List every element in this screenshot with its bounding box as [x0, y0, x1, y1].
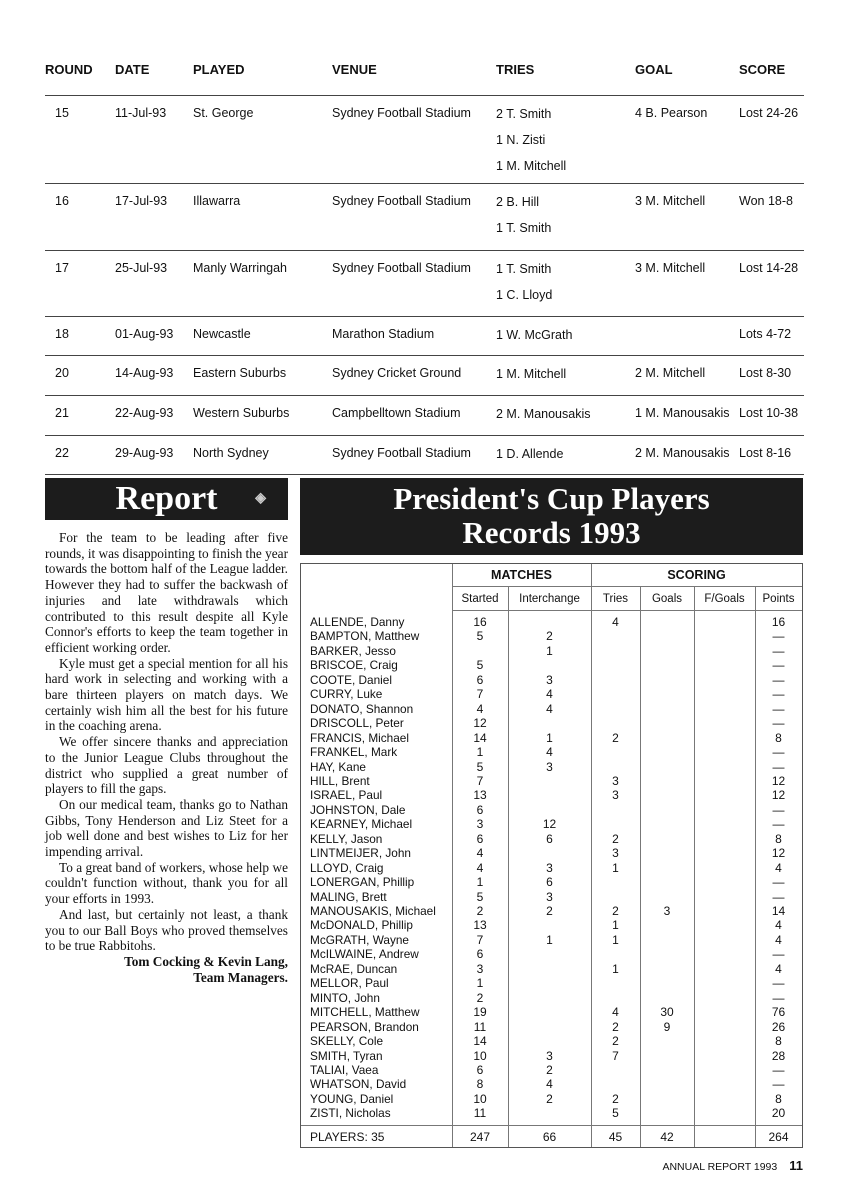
fixture-round: 20 — [55, 366, 69, 380]
player-points: — — [772, 889, 785, 904]
fixture-goal: 3 M. Mitchell — [635, 261, 706, 275]
player-inter: 3 — [546, 759, 553, 774]
col-points: Points — [762, 593, 795, 605]
player-row — [301, 875, 802, 889]
player-points: — — [772, 629, 785, 644]
fixture-venue: Marathon Stadium — [332, 327, 435, 341]
player-row — [301, 1106, 802, 1120]
player-row — [301, 1034, 802, 1048]
fixture-try-scorer: 2 T. Smith — [496, 107, 552, 121]
player-inter: 12 — [542, 817, 557, 832]
fixture-try-scorer: 1 T. Smith — [496, 221, 552, 235]
player-row — [301, 846, 802, 860]
player-row — [301, 904, 802, 918]
player-name: CURRY, Luke — [310, 687, 383, 702]
player-started: 5 — [476, 629, 484, 644]
player-points: — — [772, 658, 785, 673]
player-points: — — [772, 745, 785, 760]
fixture-row — [45, 436, 804, 475]
player-started: 10 — [473, 1091, 487, 1106]
players-records-table — [300, 563, 803, 1148]
player-started: 3 — [476, 817, 484, 832]
player-points: — — [772, 976, 785, 991]
player-row — [301, 962, 802, 976]
player-started: 7 — [476, 687, 484, 702]
fixture-try-scorer: 1 C. Lloyd — [496, 288, 553, 302]
player-tries: 3 — [612, 788, 619, 803]
fixture-goal: 2 M. Mitchell — [635, 366, 706, 380]
player-name: McRAE, Duncan — [310, 961, 398, 976]
fixture-venue: Sydney Football Stadium — [332, 261, 471, 275]
player-name: DRISCOLL, Peter — [310, 716, 404, 731]
player-tries: 3 — [612, 846, 619, 861]
player-row — [301, 731, 802, 745]
player-row — [301, 702, 802, 716]
player-name: PEARSON, Brandon — [310, 1019, 419, 1034]
player-row — [301, 687, 802, 701]
player-inter: 3 — [546, 1048, 553, 1063]
player-points: — — [772, 687, 785, 702]
player-name: MINTO, John — [310, 990, 380, 1005]
fixture-date: 01-Aug-93 — [115, 327, 174, 341]
fixture-row — [45, 317, 804, 356]
player-name: BAMPTON, Matthew — [310, 629, 420, 644]
fixture-score: Lost 14-28 — [739, 261, 799, 275]
player-row — [301, 918, 802, 932]
fixture-try-scorer: 1 W. McGrath — [496, 328, 573, 342]
player-started: 10 — [473, 1048, 487, 1063]
player-started: 13 — [473, 788, 487, 803]
player-tries: 1 — [612, 918, 619, 933]
player-tries: 2 — [612, 1034, 619, 1049]
player-points: — — [772, 716, 785, 731]
report-paragraph: We offer sincere thanks and appreciation to the Junior League Clubs throughout the district who supplied a great number of players to fill the gaps. — [45, 734, 288, 797]
player-tries: 3 — [612, 773, 619, 788]
player-row — [301, 788, 802, 802]
fixture-round: 18 — [55, 327, 69, 341]
player-points: 20 — [771, 1106, 786, 1121]
fixture-date: 14-Aug-93 — [115, 366, 174, 380]
player-started: 6 — [476, 672, 484, 687]
fixtures-header-row — [45, 55, 804, 96]
player-inter: 6 — [546, 875, 553, 890]
player-points: 4 — [775, 918, 782, 933]
player-points: 4 — [775, 961, 782, 976]
player-name: HILL, Brent — [310, 773, 370, 788]
player-inter: 1 — [546, 643, 553, 658]
player-points: 8 — [775, 831, 782, 846]
player-name: BARKER, Jesso — [310, 643, 396, 658]
player-name: MANOUSAKIS, Michael — [310, 904, 436, 918]
col-goals: Goals — [651, 593, 683, 605]
player-points: 12 — [771, 846, 786, 861]
player-name: DONATO, Shannon — [310, 701, 414, 716]
report-body — [45, 530, 288, 985]
fixture-try-scorer: 2 B. Hill — [496, 195, 540, 209]
player-row — [301, 933, 802, 947]
player-started: 4 — [476, 860, 484, 875]
fixture-date: 11-Jul-93 — [115, 106, 167, 120]
player-inter: 3 — [546, 889, 553, 904]
player-row — [301, 760, 802, 774]
fixture-try-scorer: 1 D. Allende — [496, 447, 564, 461]
player-row — [301, 1063, 802, 1077]
fixture-played: Manly Warringah — [193, 261, 288, 275]
player-row — [301, 644, 802, 658]
fixture-row — [45, 184, 804, 251]
player-name: ALLENDE, Danny — [310, 615, 405, 629]
player-tries: 2 — [612, 831, 619, 846]
player-inter: 2 — [546, 904, 553, 918]
player-started: 1 — [476, 875, 484, 890]
player-name: SMITH, Tyran — [310, 1048, 383, 1063]
player-row — [301, 716, 802, 730]
player-row — [301, 861, 802, 875]
player-inter: 2 — [546, 1091, 553, 1106]
fixture-played: Eastern Suburbs — [193, 366, 287, 380]
fixture-score: Lost 24-26 — [739, 106, 799, 120]
player-name: TALIAI, Vaea — [310, 1062, 379, 1077]
fixture-tries — [496, 106, 566, 184]
player-name: KELLY, Jason — [310, 831, 383, 846]
player-started: 13 — [473, 918, 487, 933]
fixture-date: 25-Jul-93 — [115, 261, 168, 275]
player-started: 3 — [476, 961, 484, 976]
col-interchange: Interchange — [519, 593, 580, 605]
col-started: Started — [461, 593, 499, 605]
player-tries: 7 — [612, 1048, 619, 1063]
player-inter: 1 — [546, 932, 553, 947]
player-started: 6 — [476, 947, 484, 962]
player-points: — — [772, 759, 785, 774]
player-row — [301, 947, 802, 961]
player-row — [301, 803, 802, 817]
fixture-round: 22 — [55, 446, 69, 460]
total-points: 264 — [768, 1130, 789, 1144]
report-title-banner — [45, 478, 288, 520]
header-round: ROUND — [45, 62, 93, 77]
bullet-icon: ◈ — [255, 491, 266, 506]
fixture-date: 29-Aug-93 — [115, 446, 174, 460]
player-name: LONERGAN, Phillip — [310, 875, 415, 890]
fixture-goal: 1 M. Manousakis — [635, 406, 730, 420]
fixture-score: Lost 10-38 — [739, 406, 799, 420]
player-points: 76 — [771, 1005, 786, 1020]
player-inter: 2 — [546, 629, 553, 644]
player-name: WHATSON, David — [310, 1077, 407, 1092]
player-points: 28 — [771, 1048, 786, 1063]
player-tries: 4 — [612, 615, 619, 629]
page-number: 11 — [789, 1158, 803, 1173]
fixture-played: Newcastle — [193, 327, 251, 341]
player-points: 4 — [775, 932, 782, 947]
player-inter: 3 — [546, 860, 553, 875]
player-name: HAY, Kane — [310, 759, 366, 774]
player-name: ZISTI, Nicholas — [310, 1106, 391, 1121]
report-paragraph: Kyle must get a special mention for all his hard work in selecting and working with a bare thirteen players on match days. We certainly wish him all the best for his future in the coaching arena. — [45, 655, 288, 734]
player-inter: 4 — [546, 687, 553, 702]
fixture-score: Lots 4-72 — [739, 327, 792, 341]
player-points: 16 — [771, 615, 786, 629]
fixture-tries — [496, 261, 552, 313]
player-points: — — [772, 802, 785, 817]
total-players: PLAYERS: 35 — [310, 1130, 385, 1144]
player-points: — — [772, 817, 785, 832]
player-name: JOHNSTON, Dale — [310, 802, 406, 817]
group-matches: MATCHES — [491, 568, 552, 582]
fixture-venue: Sydney Football Stadium — [332, 194, 471, 208]
players-title-line2: Records 1993 — [462, 515, 641, 550]
player-points: 4 — [775, 860, 782, 875]
col-fgoals: F/Goals — [704, 593, 745, 605]
player-inter: 3 — [546, 672, 553, 687]
header-score: SCORE — [739, 62, 786, 77]
fixture-goal: 3 M. Mitchell — [635, 194, 706, 208]
fixtures-body — [45, 96, 804, 475]
col-tries: Tries — [602, 593, 629, 605]
fixture-round: 16 — [55, 194, 69, 208]
player-points: — — [772, 947, 785, 962]
player-started: 5 — [476, 658, 484, 673]
fixtures-table — [45, 55, 804, 475]
fixture-venue: Sydney Cricket Ground — [332, 366, 462, 380]
fixture-score: Lost 8-16 — [739, 446, 792, 460]
player-started: 14 — [473, 1034, 487, 1049]
player-started: 16 — [473, 615, 487, 629]
player-row — [301, 745, 802, 759]
player-name: McGRATH, Wayne — [310, 932, 409, 947]
player-points: — — [772, 990, 785, 1005]
header-venue: VENUE — [332, 62, 377, 77]
player-row — [301, 629, 802, 643]
fixture-try-scorer: 1 M. Mitchell — [496, 159, 567, 173]
player-inter: 6 — [546, 831, 553, 846]
header-tries: TRIES — [496, 62, 535, 77]
fixture-goal: 2 M. Manousakis — [635, 446, 730, 460]
player-name: YOUNG, Daniel — [310, 1091, 394, 1106]
header-date: DATE — [115, 62, 150, 77]
player-name: COOTE, Daniel — [310, 672, 392, 687]
player-row — [301, 832, 802, 846]
player-tries: 2 — [612, 904, 619, 918]
fixture-row — [45, 96, 804, 184]
fixture-played: Illawarra — [193, 194, 241, 208]
player-started: 6 — [476, 831, 484, 846]
fixture-try-scorer: 1 M. Mitchell — [496, 367, 567, 381]
player-row — [301, 774, 802, 788]
report-signature-role: Team Managers. — [193, 969, 288, 985]
player-name: LLOYD, Craig — [310, 860, 384, 875]
player-name: SKELLY, Cole — [310, 1034, 384, 1049]
player-name: KEARNEY, Michael — [310, 817, 413, 832]
player-tries: 1 — [612, 932, 619, 947]
player-row — [301, 991, 802, 1005]
player-points: 8 — [775, 730, 782, 745]
player-name: BRISCOE, Craig — [310, 658, 398, 673]
fixture-score: Won 18-8 — [739, 194, 793, 208]
player-goals: 30 — [660, 1005, 674, 1020]
player-started: 5 — [476, 759, 484, 774]
report-signature-names: Tom Cocking & Kevin Lang, — [124, 953, 288, 969]
report-paragraph: For the team to be leading after five rounds, it was disappointing to finish the year towards the bottom half of the League ladder. However they had to suffer the backwash of injuries and late withdrawals which contributed to this result despite all Kyle Connor's efforts to keep the team together in efficient working order. — [45, 530, 289, 655]
total-tries: 45 — [608, 1130, 623, 1144]
fixture-tries — [496, 366, 566, 392]
fixture-played: St. George — [193, 106, 254, 120]
player-row — [301, 1020, 802, 1034]
player-inter: 4 — [546, 745, 553, 760]
fixture-try-scorer: 1 N. Zisti — [496, 133, 546, 147]
fixture-row — [45, 396, 804, 436]
fixture-date: 22-Aug-93 — [115, 406, 174, 420]
player-name: ISRAEL, Paul — [310, 788, 383, 803]
total-goals: 42 — [660, 1130, 674, 1144]
player-row — [301, 658, 802, 672]
fixture-score: Lost 8-30 — [739, 366, 792, 380]
report-paragraph: On our medical team, thanks go to Nathan Gibbs, Tony Henderson and Liz Steet for a job well done and best wishes to Liz for her impending arrival. — [45, 796, 288, 860]
player-row — [301, 976, 802, 990]
fixture-played: North Sydney — [193, 446, 269, 460]
player-points: 26 — [771, 1019, 786, 1034]
fixture-row — [45, 356, 804, 396]
player-points: — — [772, 643, 785, 658]
player-points: — — [772, 1077, 785, 1092]
player-started: 1 — [476, 745, 484, 760]
report-paragraph: And last, but certainly not least, a thank you to our Ball Boys who proved themselves to be true Rabbitohs. — [45, 906, 288, 954]
fixture-tries — [496, 194, 551, 246]
fixture-round: 15 — [55, 106, 69, 120]
player-row — [301, 890, 802, 904]
player-name: LINTMEIJER, John — [310, 846, 411, 861]
player-name: McDONALD, Phillip — [310, 918, 413, 933]
header-played: PLAYED — [193, 62, 245, 77]
player-points: — — [772, 672, 785, 687]
player-tries: 2 — [612, 730, 619, 745]
report-title: Report — [115, 480, 218, 517]
report-paragraph: To a great band of workers, whose help we couldn't function without, thank you for all your efforts in 1993. — [45, 859, 288, 907]
player-started: 8 — [476, 1077, 484, 1092]
fixture-tries — [496, 406, 590, 432]
player-inter: 4 — [546, 1077, 553, 1092]
player-started: 7 — [476, 932, 484, 947]
player-inter: 2 — [546, 1062, 553, 1077]
player-tries: 2 — [612, 1019, 619, 1034]
fixture-venue: Sydney Football Stadium — [332, 446, 471, 460]
player-goals: 3 — [663, 904, 671, 918]
player-started: 11 — [473, 1019, 487, 1034]
player-name: McILWAINE, Andrew — [310, 947, 419, 962]
player-started: 2 — [476, 904, 484, 918]
fixture-venue: Sydney Football Stadium — [332, 106, 471, 120]
fixture-tries — [496, 327, 572, 353]
player-name: FRANKEL, Mark — [310, 745, 398, 760]
footer-text: ANNUAL REPORT 1993 — [662, 1161, 778, 1173]
fixture-round: 21 — [55, 406, 69, 420]
player-started: 19 — [473, 1005, 487, 1020]
player-started: 7 — [476, 773, 484, 788]
player-points: 8 — [775, 1034, 782, 1049]
player-row — [301, 1077, 802, 1091]
player-name: MITCHELL, Matthew — [310, 1005, 420, 1020]
player-row — [301, 1049, 802, 1063]
header-goal: GOAL — [635, 62, 673, 77]
fixture-date: 17-Jul-93 — [115, 194, 168, 208]
player-started: 2 — [476, 990, 484, 1005]
player-tries: 2 — [612, 1091, 619, 1106]
player-row — [301, 817, 802, 831]
fixture-goal: 4 B. Pearson — [635, 106, 708, 120]
player-points: — — [772, 1062, 785, 1077]
fixture-try-scorer: 2 M. Manousakis — [496, 407, 591, 421]
fixture-round: 17 — [55, 261, 69, 275]
fixture-try-scorer: 1 T. Smith — [496, 262, 552, 276]
player-started: 14 — [473, 730, 487, 745]
fixture-played: Western Suburbs — [193, 406, 290, 420]
player-points: — — [772, 875, 785, 890]
group-scoring: SCORING — [667, 568, 726, 582]
player-started: 6 — [476, 1062, 484, 1077]
player-name: MALING, Brett — [310, 889, 387, 904]
player-started: 11 — [473, 1106, 487, 1121]
player-row — [301, 1092, 802, 1106]
player-inter: 1 — [546, 730, 553, 745]
page-footer — [662, 1158, 803, 1173]
player-started: 6 — [476, 802, 484, 817]
player-started: 1 — [476, 976, 484, 991]
player-started: 12 — [473, 716, 487, 731]
player-started: 5 — [476, 889, 484, 904]
player-tries: 1 — [612, 860, 619, 875]
player-points: 14 — [771, 904, 786, 918]
total-started: 247 — [469, 1130, 491, 1144]
player-started: 4 — [476, 846, 484, 861]
player-row — [301, 1005, 802, 1019]
total-interchange: 66 — [542, 1130, 557, 1144]
players-title-line1: President's Cup Players — [393, 481, 710, 516]
player-points: 8 — [775, 1091, 782, 1106]
player-points: 12 — [771, 773, 786, 788]
player-inter: 4 — [546, 701, 553, 716]
player-points: — — [772, 701, 785, 716]
player-name: FRANCIS, Michael — [310, 730, 409, 745]
player-tries: 5 — [612, 1106, 619, 1121]
player-tries: 1 — [612, 961, 619, 976]
fixture-venue: Campbelltown Stadium — [332, 406, 461, 420]
player-row — [301, 673, 802, 687]
player-started: 4 — [476, 701, 484, 716]
fixture-tries — [496, 446, 563, 472]
player-name: MELLOR, Paul — [310, 976, 389, 991]
player-points: 12 — [771, 788, 786, 803]
players-title-banner — [300, 478, 803, 555]
fixture-row — [45, 251, 804, 317]
player-goals: 9 — [663, 1019, 671, 1034]
player-tries: 4 — [612, 1005, 619, 1020]
player-row — [301, 615, 802, 629]
